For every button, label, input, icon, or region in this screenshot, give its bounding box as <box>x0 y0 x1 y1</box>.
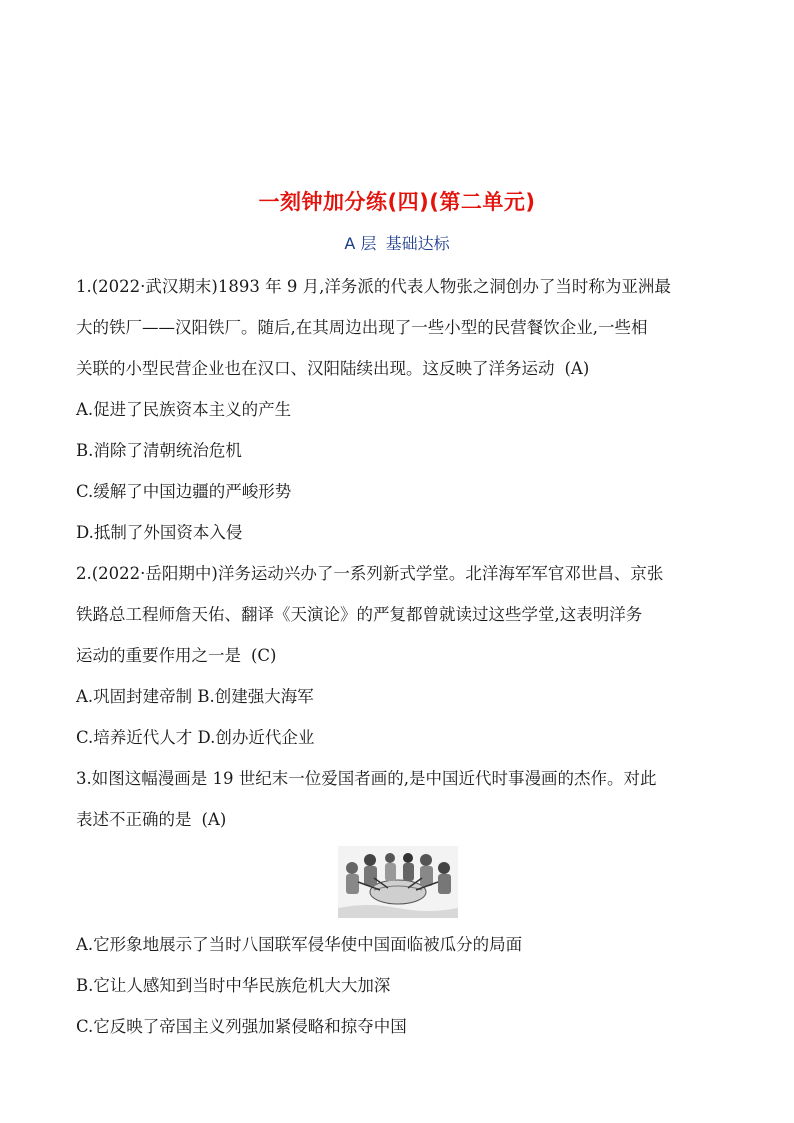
option-c: C.它反映了帝国主义列强加紧侵略和掠夺中国 <box>76 1017 407 1036</box>
answer-mark: (C) <box>251 646 277 665</box>
section-name: 基础达标 <box>385 234 450 253</box>
section-heading <box>0 231 794 254</box>
question-text-line: 3.如图这幅漫画是 19 世纪末一位爱国者画的,是中国近代时事漫画的杰作。对此 <box>76 769 657 788</box>
answer-mark: (A) <box>564 359 590 378</box>
options-row-ab: A.巩固封建帝制 B.创建强大海军 <box>76 687 314 706</box>
option-b: B.它让人感知到当时中华民族危机大大加深 <box>76 976 391 995</box>
option-b: B.消除了清朝统治危机 <box>76 441 242 460</box>
option-d: D.抵制了外国资本入侵 <box>76 523 243 542</box>
cartoon-illustration <box>338 846 458 918</box>
question-1 <box>76 266 721 553</box>
option-a: A.它形象地展示了当时八国联军侵华使中国面临被瓜分的局面 <box>76 935 523 954</box>
question-text-line: 1.(2022·武汉期末)1893 年 9 月,洋务派的代表人物张之洞创办了当时称为亚洲最 <box>76 277 671 296</box>
cartoon-figure <box>76 840 721 924</box>
page-title: 一刻钟加分练(四)(第二单元) <box>258 190 536 214</box>
option-a: A.促进了民族资本主义的产生 <box>76 400 292 419</box>
question-2 <box>76 553 721 758</box>
question-text-line <box>76 799 721 840</box>
answer-mark: (A) <box>201 810 227 829</box>
question-text-line: 2.(2022·岳阳期中)洋务运动兴办了一系列新式学堂。北洋海军军官邓世昌、京张 <box>76 564 664 583</box>
question-3 <box>76 758 721 1047</box>
question-text-line <box>76 348 721 389</box>
section-level: A 层 <box>344 234 377 253</box>
options-row-cd: C.培养近代人才 D.创办近代企业 <box>76 728 315 747</box>
question-text: 运动的重要作用之一是 <box>76 646 241 665</box>
question-text: 表述不正确的是 <box>76 810 192 829</box>
question-list <box>76 266 721 1047</box>
question-text: 关联的小型民营企业也在汉口、汉阳陆续出现。这反映了洋务运动 <box>76 359 555 378</box>
question-text-line <box>76 635 721 676</box>
question-text-line: 铁路总工程师詹天佑、翻译《天演论》的严复都曾就读过这些学堂,这表明洋务 <box>76 605 643 624</box>
option-c: C.缓解了中国边疆的严峻形势 <box>76 482 292 501</box>
question-text-line: 大的铁厂——汉阳铁厂。随后,在其周边出现了一些小型的民营餐饮企业,一些相 <box>76 318 648 337</box>
